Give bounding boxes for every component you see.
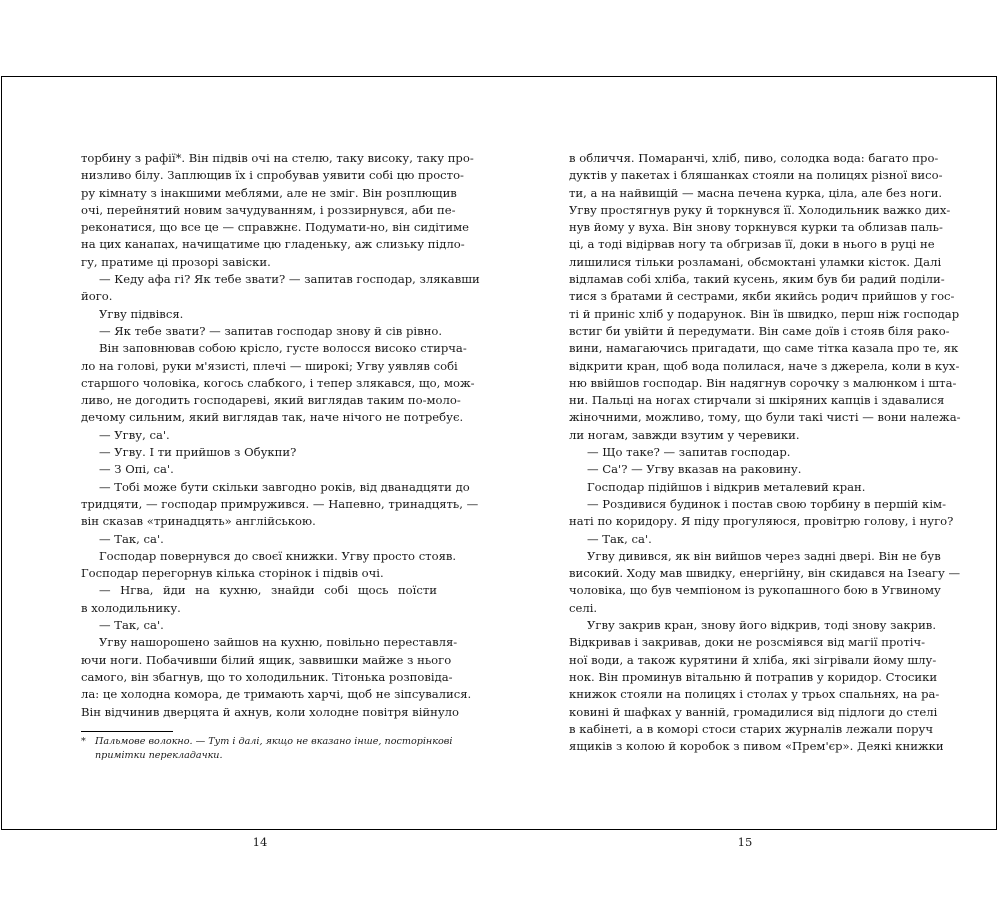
text-line: дечому сильним, який виглядав так, наче нічого не потребує. [81,410,464,425]
text-line: наті по коридору. Я піду прогуляюся, провітрю голову, і нуго? [569,514,954,529]
text-line: ла: це холодна комора, де тримають харчі, щоб не зіпсувалися. [81,687,472,702]
text-line: — Угву, са'. [99,427,170,442]
right-page [569,150,961,755]
page-number-left: 14 [252,835,268,849]
text-line: ючи ноги. Побачивши білий ящик, заввишки майже з нього [81,652,452,667]
footnote-marker: * [81,735,86,747]
text-line: в кабінеті, а в коморі стоси старих журналів лежали поруч [569,721,934,736]
text-line: дуктів у пакетах і бляшанках стояли на полицях різної висо- [569,168,943,183]
left-page-text [81,150,480,721]
text-line: ної води, а також курятини й хліба, які зігрівали йому шлу- [569,652,937,667]
text-line: тридцяти, — господар примружився. — Напевно, тринадцять, — [81,496,479,511]
text-line: — Як тебе звати? — запитав господар знову й сів рівно. [99,323,443,338]
text-line: Він заповнював собою крісло, густе волосся високо стирча- [99,341,467,356]
text-line: Угву нашорошено зайшов на кухню, повільно переставля- [99,635,458,650]
footnote-text: Пальмове волокно. — Тут і далі, якщо не вказано інше, посторінкові [95,735,453,747]
text-line: — Так, са'. [587,531,652,546]
text-line: чоловіка, що був чемпіоном із рукопашного бою в Угвиному [569,583,941,598]
right-page-text [569,150,961,755]
text-line: — Угву. І ти прийшов з Обукпи? [99,445,297,460]
text-line: його. [81,289,113,304]
text-line: ли ногам, завжди взутим у черевики. [569,427,800,442]
text-line: тися з братами й сестрами, якби якийсь родич прийшов у гос- [569,289,955,304]
text-line: — Кеду афа гі? Як тебе звати? — запитав господар, злякавши [99,272,480,287]
text-line: в холодильнику. [81,600,181,615]
text-line: — Нгва, йди на кухню, знайди собі щось поїсти [99,583,437,598]
text-line: високий. Ходу мав швидку, енергійну, він скидався на Ізеагу — [569,566,961,581]
text-line: гу, пратиме ці прозорі завіски. [81,254,271,269]
text-line: низливо білу. Заплющив їх і спробував уявити собі цю просто- [81,168,464,183]
text-line: нок. Він проминув вітальню й потрапив у коридор. Стосики [569,669,938,684]
text-line: в обличчя. Помаранчі, хліб, пиво, солодка вода: багато про- [569,151,939,165]
text-line: ящиків з колою й коробок з пивом «Прем'єр». Деякі книжки [569,739,944,754]
text-line: очі, перейнятий новим зачудуванням, і роззирнувся, аби пе- [81,202,456,217]
left-page [81,150,480,763]
page-number-right: 15 [737,835,753,849]
text-line: Господар повернувся до своєї книжки. Угву просто стояв. [99,548,457,563]
footnote-text: примітки перекладачки. [95,749,223,761]
book-spread [1,76,997,849]
text-line: ло на голові, руки м'язисті, плечі — широкі; Угву уявляв собі [81,358,458,373]
text-line: старшого чоловіка, когось слабкого, і тепер злякався, що, мож- [81,375,475,390]
text-line: Угву простягнув руку й торкнувся її. Холодильник важко дих- [569,202,951,217]
text-line: самого, він збагнув, що то холодильник. Тітонька розповіда- [81,669,453,684]
text-line: він сказав «тринадцять» англійською. [81,514,316,529]
text-line: відкрити кран, щоб вода полилася, наче з джерела, коли в кух- [569,358,960,373]
text-line: торбину з рафії*. Він підвів очі на стелю, таку високу, таку про- [81,151,474,165]
text-line: книжок стояли на полицях і столах у трьох спальнях, на ра- [569,687,940,702]
text-line: Господар підійшов і відкрив металевий кран. [587,479,866,494]
text-line: встиг би увійти й передумати. Він саме доїв і стояв біля рако- [569,323,950,338]
text-line: ті й приніс хліб у подарунок. Він їв швидко, перш ніж господар [569,306,960,321]
text-line: ливо, не догодить господареві, який виглядав таким по-моло- [81,393,461,408]
text-line: — Са'? — Угву вказав на раковину. [587,462,802,477]
text-line: Угву дивився, як він вийшов через задні двері. Він не був [587,548,941,563]
text-line: — Що таке? — запитав господар. [587,445,791,460]
footnote [81,735,453,763]
text-line: ці, а тоді відірвав ногу та обгризав її, доки в нього в руці не [569,237,935,252]
text-line: — Так, са'. [99,531,164,546]
text-line: ру кімнату з інакшими меблями, але не зміг. Він розплющив [81,185,457,200]
text-line: — Так, са'. [99,618,164,633]
text-line: реконатися, що все це — справжнє. Подумати-но, він сидітиме [81,220,469,235]
text-line: Відкривав і закривав, доки не розсміявся від магії протіч- [569,635,926,650]
text-line: ни. Пальці на ногах стирчали зі шкіряних капців і здавалися [569,393,945,408]
text-line: Господар перегорнув кілька сторінок і підвів очі. [81,566,384,581]
text-line: ковині й шафках у ванній, громадилися від підлоги до стелі [569,704,938,719]
text-line: жіночними, можливо, тому, що були такі чисті — вони належа- [569,410,961,425]
footnote-line [81,749,437,763]
text-line: — Роздивися будинок і постав свою торбину в першій кім- [587,496,946,511]
footnote-line [81,735,453,749]
text-line: нув йому у вуха. Він знову торкнувся курки та облизав паль- [569,220,943,235]
text-line: Угву закрив кран, знову його відкрив, тоді знову закрив. [587,618,937,633]
text-line: — Тобі може бути скільки завгодно років, від дванадцяти до [99,479,470,494]
text-line: на цих канапах, начищатиме цю гладеньку, аж слизьку підло- [81,237,465,252]
text-line: селі. [569,600,598,615]
text-line: Угву підвівся. [99,306,184,321]
text-line: — З Опі, са'. [99,462,174,477]
text-line: лишилися тільки розламані, обсмоктані уламки кісток. Далі [569,254,942,269]
text-line: відламав собі хліба, такий кусень, яким був би радий поділи- [569,272,945,287]
text-line: Він відчинив дверцята й ахнув, коли холодне повітря війнуло [81,704,460,719]
text-line: ню ввійшов господар. Він надягнув сорочку з малюнком і шта- [569,375,957,390]
text-line: вини, намагаючись пригадати, що саме тітка казала про те, як [569,341,959,356]
footnote-rule [81,731,173,732]
text-line: ти, а на найвищій — масна печена курка, ціла, але без ноги. [569,185,943,200]
